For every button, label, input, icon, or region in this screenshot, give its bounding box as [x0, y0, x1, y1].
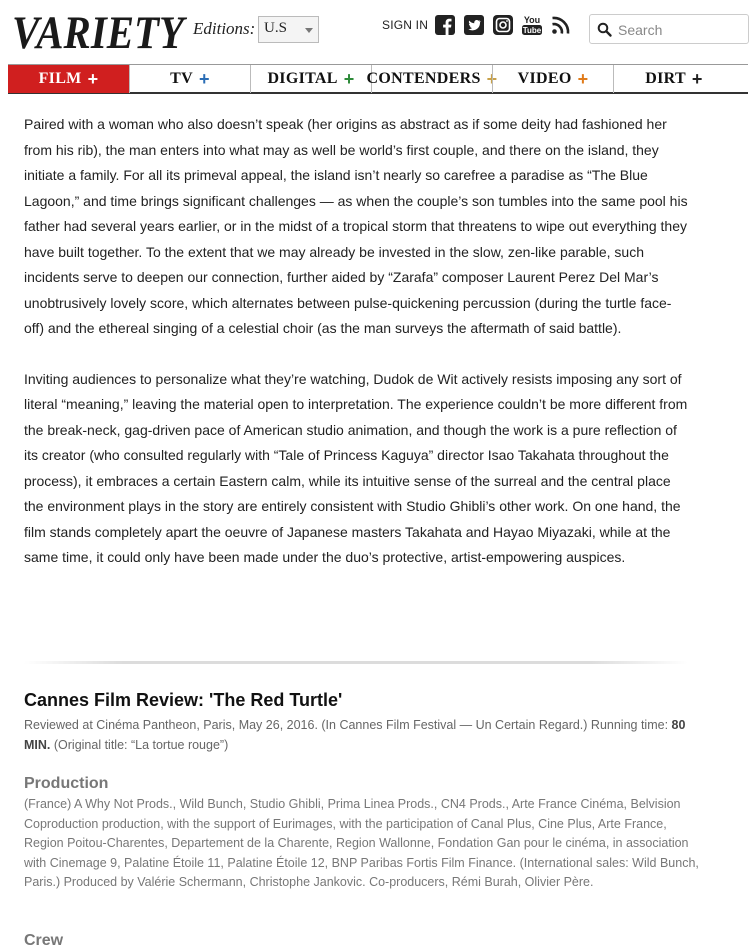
svg-text:VARIETY: VARIETY [12, 7, 188, 59]
variety-logo[interactable] [10, 2, 186, 58]
chevron-down-icon [305, 28, 313, 33]
article-paragraph: Paired with a woman who also doesn’t speak (her origins as abstract as if some deity had fashioned her from his rib), the man enters into what may as well be world’s first couple, and there on the island, they initiate a family. For all its primeval appeal, the island isn’t nearly so carefree a paradise as “The Blue Lagoon,” and time brings significant challenges — as when the couple’s son tumbles into the same pool his father had several years earlier, or in the midst of a tropical storm that threatens to wipe out everything they have built together. To the extent that we may already be invested in the slow, zen-like parable, such incidents serve to deepen our connection, further aided by “Zarafa” composer Laurent Perez Del Mar’s unobtrusively lovely score, which alternates between pulse-quickening percussion (during the turtle face-off) and the ethereal singing of a celestial choir (as the man surveys the aftermath of said battle). [24, 116, 688, 336]
search-input[interactable] [618, 20, 728, 40]
crew-heading: Crew [24, 932, 64, 949]
plus-icon: + [87, 69, 99, 89]
original-title: (Original title: “La tortue rouge”) [50, 737, 229, 752]
running-time: 80 MIN. [24, 718, 686, 752]
nav-item-label: FILM [38, 70, 82, 87]
twitter-icon[interactable] [464, 14, 484, 36]
production-credits: (France) A Why Not Prods., Wild Bunch, Studio Ghibli, Prima Linea Prods., CN4 Prods., Arte France Cinéma, Belvision Coproduction production, with the support of Eurimages, with the participation of Canal Plus, Cine Plus, Arte France, Region Poitou-Charentes, Departement de la Charente, Region Wallonne, Fondation Gan pour le cinéma, in association with Cinemage 9, Palatine Étoile 11, Palatine Étoile 12, BNP Paribas Fortis Film Finance. (International sales: Wild Bunch, Paris.) Produced by Valérie Schermann, Christophe Jankovic. Co-producers, Rémi Burah, Olivier Père. [24, 797, 699, 889]
section-divider [24, 661, 688, 664]
nav-item-label: CONTENDERS [366, 70, 481, 87]
review-meta-text: Reviewed at Cinéma Pantheon, Paris, May 26, 2016. (In Cannes Film Festival — Un Certain Regard.) Running time: [24, 718, 669, 732]
edition-selected-value: U.S [264, 20, 287, 36]
review-info [24, 690, 704, 893]
rss-icon[interactable] [551, 14, 571, 36]
nav-item-digital[interactable] [250, 65, 371, 93]
site-header [0, 0, 737, 64]
editions-label: Editions: [193, 19, 256, 38]
facebook-icon[interactable] [435, 14, 455, 36]
search-box[interactable] [589, 14, 749, 44]
article-body [24, 112, 688, 596]
svg-text:Tube: Tube [522, 26, 542, 36]
plus-icon: + [199, 69, 210, 89]
sign-in-link[interactable]: SIGN IN [382, 18, 429, 32]
article-paragraph: Inviting audiences to personalize what they’re watching, Dudok de Wit actively resists imposing any sort of literal “meaning,” leaving the material open to interpretation. The experience couldn’t be more different from the break-neck, gag-driven pace of American studio animation, and though the work is a pure reflection of its creator (who consulted regularly with “Tale of Princess Kaguya” director Isao Takahata throughout the process), it embraces a certain Eastern calm, while its intuitive sense of the surreal and the central place the environment plays in the story are entirely consistent with Studio Ghibli’s other work. On one hand, the film stands completely apart the oeuvre of Japanese masters Takahata and Hayao Miyazaki, while at the same time, it could only have been made under the duo’s protective, artist-empowering auspices. [24, 370, 688, 565]
search-icon[interactable] [597, 22, 612, 37]
nav-item-contenders[interactable] [366, 65, 498, 93]
nav-item-film[interactable] [8, 65, 129, 93]
review-meta [24, 716, 704, 755]
nav-item-label: VIDEO [517, 70, 572, 87]
nav-item-video[interactable] [492, 65, 613, 93]
plus-icon: + [343, 69, 355, 89]
main-nav [8, 64, 748, 94]
youtube-icon[interactable] [521, 14, 543, 36]
nav-item-label: TV [170, 70, 193, 87]
nav-item-label: DIRT [645, 70, 686, 87]
production-heading: Production [24, 775, 109, 792]
nav-item-label: DIGITAL [267, 70, 338, 87]
edition-select[interactable] [258, 16, 319, 43]
plus-icon: + [577, 69, 589, 89]
plus-icon: + [691, 69, 703, 89]
nav-item-tv[interactable] [129, 65, 250, 93]
nav-item-dirt[interactable] [613, 65, 734, 93]
svg-text:You: You [523, 15, 541, 25]
instagram-icon[interactable] [493, 14, 513, 36]
review-title: Cannes Film Review: 'The Red Turtle' [24, 690, 343, 710]
plus-icon: + [486, 69, 498, 89]
